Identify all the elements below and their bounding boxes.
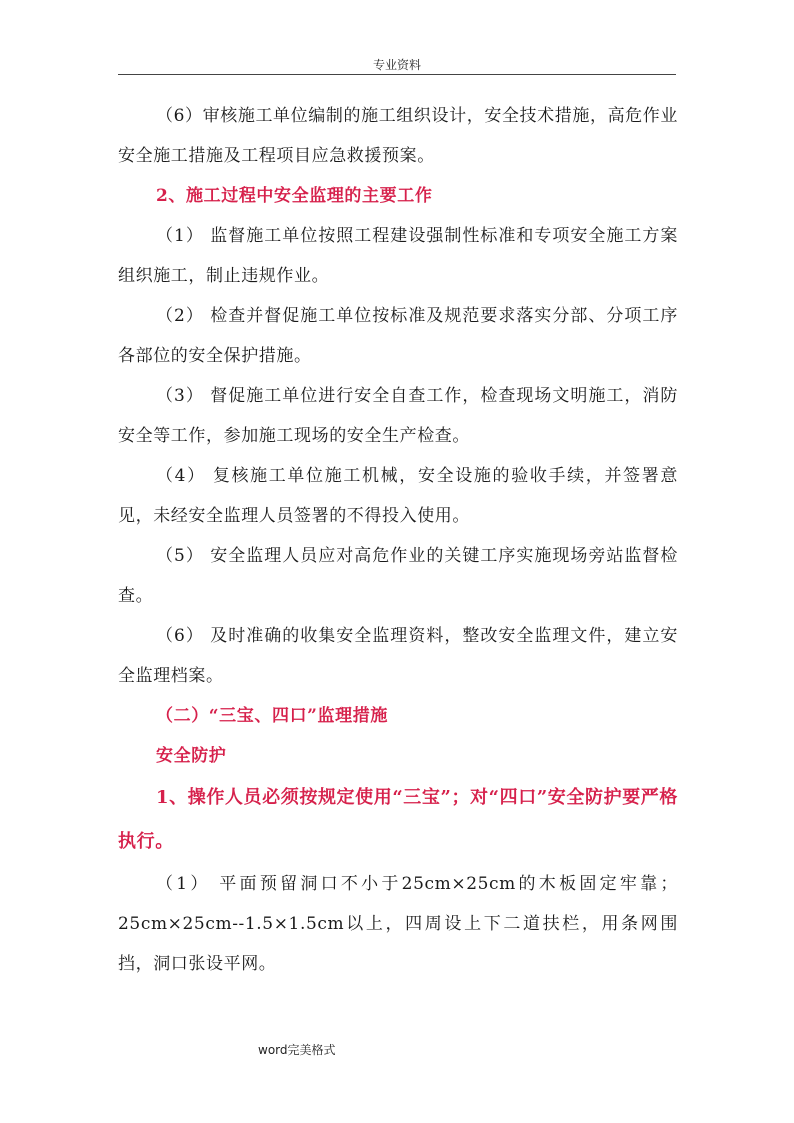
header-divider: [118, 74, 676, 75]
document-body: [118, 96, 678, 984]
header-label: 专业资料: [372, 58, 421, 72]
paragraph-opening-protection: （1） 平面预留洞口不小于25cm×25cm的木板固定牢靠；25cm×25cm--1.5×1.5cm以上，四周设上下二道扶栏，用条网围挡，洞口张设平网。: [118, 874, 678, 974]
paragraph-review-plans: （6）审核施工单位编制的施工组织设计，安全技术措施，高危作业安全施工措施及工程项目应急救援预案。: [118, 106, 678, 166]
paragraph-item-4: （4） 复核施工单位施工机械，安全设施的验收手续，并签署意见，未经安全监理人员签署的不得投入使用。: [118, 466, 678, 526]
heading-three-treasures: 1、操作人员必须按规定使用“三宝”；对“四口”安全防护要严格执行。: [118, 787, 678, 852]
paragraph-item-5: （5） 安全监理人员应对高危作业的关键工序实施现场旁站监督检查。: [118, 546, 678, 606]
paragraph-item-6: （6） 及时准确的收集安全监理资料，整改安全监理文件，建立安全监理档案。: [118, 626, 678, 686]
paragraph-item-1: （1） 监督施工单位按照工程建设强制性标准和专项安全施工方案组织施工，制止违规作业。: [118, 226, 678, 286]
section-heading-main-work: 2、施工过程中安全监理的主要工作: [156, 186, 433, 206]
paragraph-item-3: （3） 督促施工单位进行安全自查工作，检查现场文明施工，消防安全等工作，参加施工现场的安全生产检查。: [118, 386, 678, 446]
section-heading-measures: （二）“三宝、四口”监理措施: [156, 706, 388, 726]
paragraph-item-2: （2） 检查并督促施工单位按标准及规范要求落实分部、分项工序各部位的安全保护措施。: [118, 306, 678, 366]
page-footer: word完美格式: [258, 1043, 336, 1057]
subheading-safety-protection: 安全防护: [156, 746, 227, 766]
